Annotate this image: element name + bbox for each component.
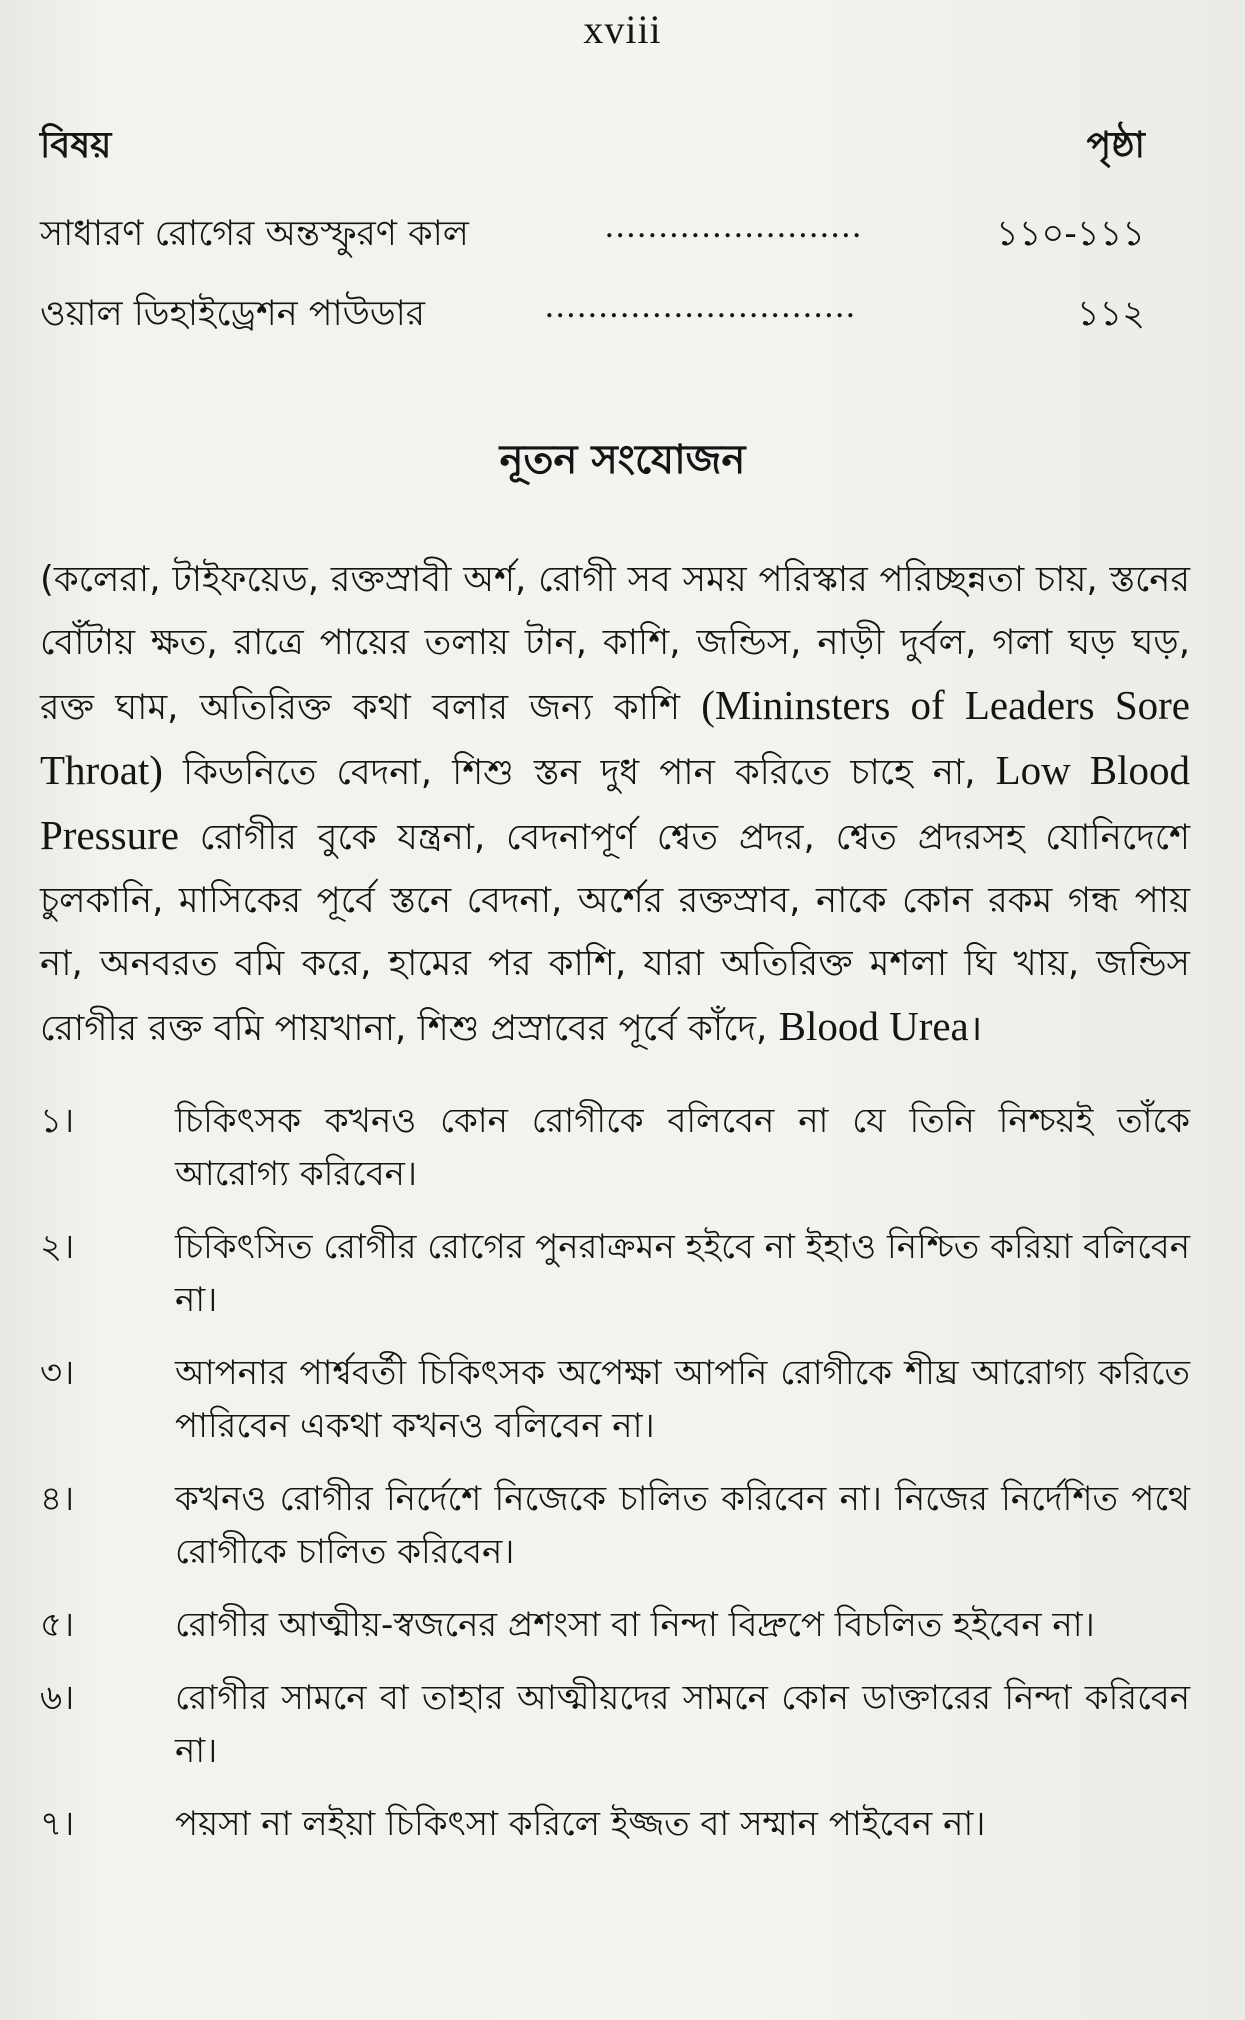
rule-number: ৭। (40, 1804, 75, 1844)
rule-text: চিকিৎসক কখনও কোন রোগীকে বলিবেন না যে তিনি নিশ্চয়ই তাঁকে আরোগ্য করিবেন। (175, 1101, 1190, 1194)
rule-text: চিকিৎসিত রোগীর রোগের পুনরাক্রমন হইবে না ইহাও নিশ্চিত করিয়া বলিবেন না। (175, 1227, 1190, 1320)
toc-row-leader-dots: ............................. (545, 286, 857, 325)
rule-text: কখনও রোগীর নির্দেশে নিজেকে চালিত করিবেন না। নিজের নির্দেশিত পথে রোগীকে চালিত করিবেন। (175, 1479, 1190, 1572)
rule-item (40, 1095, 1190, 1201)
rule-number: ২। (40, 1227, 75, 1267)
toc-row-page: ১১০-১১১ (996, 214, 1145, 254)
rule-text: রোগীর সামনে বা তাহার আত্মীয়দের সামনে কোন ডাক্তারের নিন্দা করিবেন না। (175, 1678, 1190, 1771)
toc-row-title: ওয়াল ডিহাইড্রেশন পাউডার (40, 294, 426, 334)
rule-number: ৫। (40, 1605, 75, 1645)
paragraph-text: কিডনিতে বেদনা, শিশু স্তন দুধ পান করিতে চাহে না, (162, 751, 996, 793)
rule-item (40, 1221, 1190, 1327)
rule-text: রোগীর আত্মীয়-স্বজনের প্রশংসা বা নিন্দা বিদ্রুপে বিচলিত হইবেন না। (175, 1605, 1095, 1645)
paragraph-english-phrase: (Mininsters of Leaders Sore Throat) (40, 681, 1190, 793)
section-title: নূতন সংযোজন (499, 437, 746, 483)
symptom-paragraph (40, 548, 1190, 1060)
rule-item (40, 1672, 1190, 1778)
toc-row-title: সাধারণ রোগের অন্তস্ফুরণ কাল (40, 214, 469, 254)
rule-item (40, 1798, 1190, 1851)
paragraph-text: রোগীর বুকে যন্ত্রনা, বেদনাপূর্ণ শ্বেত প্রদর, শ্বেত প্রদরসহ যোনিদেশে চুলকানি, মাসিকের পূর্বে স্তনে বেদনা, অর্শের রক্তস্রাব, নাকে কোন রকম গন্ধ পায় না, অনবরত বমি করে, হামের পর কাশি, যারা অতিরিক্ত মশলা ঘি খায়, জন্ডিস রোগীর রক্ত বমি পায়খানা, শিশু প্রস্রাবের পূর্বে কাঁদে, (40, 816, 1190, 1049)
rule-number: ৬। (40, 1678, 75, 1718)
rule-number: ১। (40, 1101, 75, 1141)
paragraph-english-phrase: Blood Urea (778, 1002, 969, 1049)
rule-item (40, 1599, 1190, 1652)
rule-number: ৪। (40, 1479, 75, 1519)
rule-item (40, 1473, 1190, 1579)
toc-header-page: পৃষ্ঠা (1086, 125, 1145, 166)
rule-text: আপনার পার্শ্ববর্তী চিকিৎসক অপেক্ষা আপনি রোগীকে শীঘ্র আরোগ্য করিতে পারিবেন একথা কখনও বলিবেন না। (175, 1353, 1190, 1446)
rule-text: পয়সা না লইয়া চিকিৎসা করিলে ইজ্জত বা সম্মান পাইবেন না। (175, 1804, 986, 1844)
rule-number: ৩। (40, 1353, 75, 1393)
paragraph-english-phrase: Low Blood Pressure (40, 746, 1190, 858)
toc-header-subject: বিষয় (40, 125, 112, 166)
rules-list (40, 1095, 1190, 1871)
paragraph-text: (কলেরা, টাইফয়েড, রক্তস্রাবী অর্শ, রোগী সব সময় পরিস্কার পরিচ্ছন্নতা চায়, স্তনের বোঁটায় ক্ষত, রাত্রে পায়ের তলায় টান, কাশি, জন্ডিস, নাড়ী দুর্বল, গলা ঘড় ঘড়, রক্ত ঘাম, অতিরিক্ত কথা বলার জন্য কাশি (40, 558, 1190, 728)
toc-row (40, 286, 1145, 346)
rule-item (40, 1347, 1190, 1453)
toc-row-leader-dots: ........................ (605, 206, 863, 245)
toc-row (40, 206, 1145, 266)
paragraph-text: । (968, 1007, 983, 1049)
page-number: xviii (583, 7, 662, 52)
toc-row-page: ১১২ (1076, 294, 1145, 334)
